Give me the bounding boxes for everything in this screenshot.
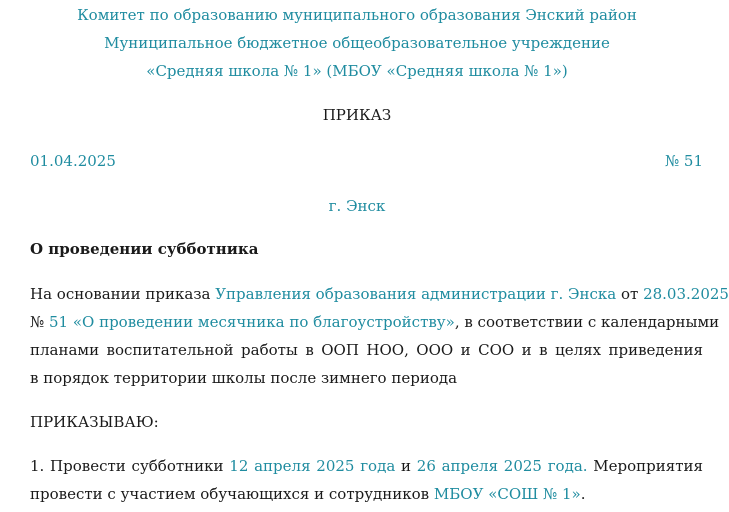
basis-line-3: планами воспитательной работы в ООП НОО, ООО и СОО и в целях приведения: [30, 341, 703, 359]
item-date-1: 12 апреля 2025 года: [229, 457, 396, 475]
basis-number-sign: №: [30, 313, 49, 331]
item-text: и: [395, 457, 417, 475]
basis-doc-title: «О проведении месячника по благоустройству»: [72, 313, 455, 331]
date-number-row: [30, 152, 703, 170]
basis-line-2: [30, 313, 720, 331]
city: г. Энск: [328, 197, 386, 215]
basis-number: 51: [48, 313, 69, 331]
item-text: 1. Провести субботники: [30, 457, 230, 475]
item-date-2: 26 апреля 2025 года.: [416, 457, 588, 475]
basis-line-1: [30, 285, 729, 303]
item-text: .: [580, 485, 586, 503]
header-school-name: «Средняя школа № 1» (МБОУ «Средняя школа № 1»): [146, 62, 568, 80]
item-school: МБОУ «СОШ № 1»: [433, 485, 581, 503]
item-1-line-1: [30, 457, 703, 475]
item-text: Мероприятия: [587, 457, 703, 475]
header-institution: Муниципальное бюджетное общеобразовательное учреждение: [104, 34, 610, 52]
order-number: № 51: [664, 152, 703, 170]
basis-line-4: в порядок территории школы после зимнего периода: [30, 369, 458, 387]
order-title: ПРИКАЗ: [322, 106, 392, 124]
item-text: провести с участием обучающихся и сотрудников: [30, 485, 434, 503]
basis-text: , в соответствии с календарными: [454, 313, 720, 331]
basis-date: 28.03.2025: [643, 285, 729, 303]
item-1-line-2: [30, 485, 703, 503]
basis-text: от: [616, 285, 644, 303]
order-word: ПРИКАЗЫВАЮ:: [30, 413, 159, 431]
basis-authority: Управления образования администрации г. Энска: [215, 285, 617, 303]
order-subject: О проведении субботника: [30, 240, 259, 258]
basis-text: На основании приказа: [30, 285, 216, 303]
order-date: 01.04.2025: [30, 152, 116, 170]
header-committee: Комитет по образованию муниципального образования Энский район: [77, 6, 637, 24]
